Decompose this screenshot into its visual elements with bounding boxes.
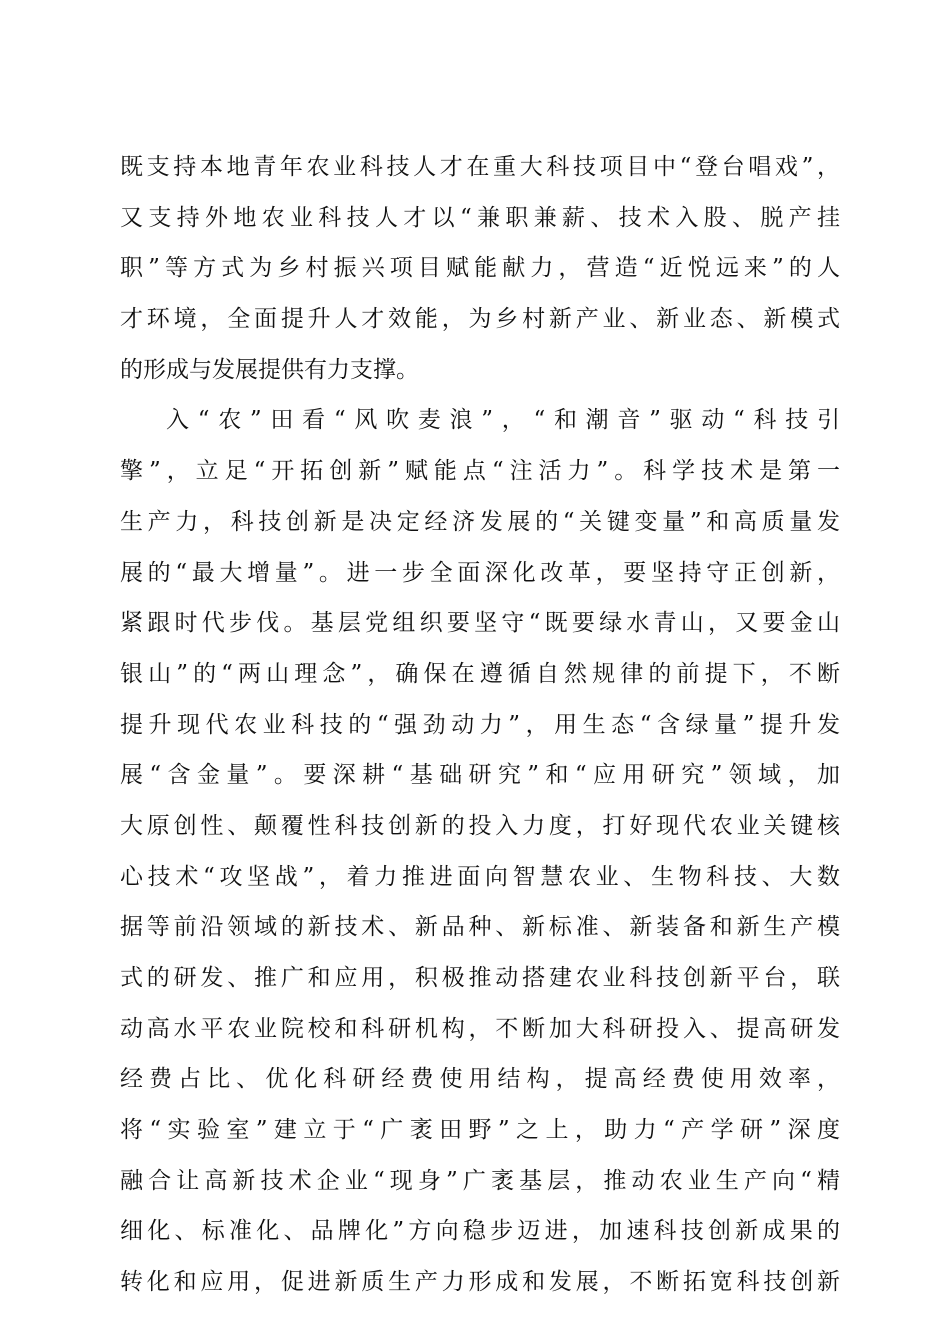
- paragraph-2-line-17: 细化、标准化、品牌化”方向稳步迈进，加速科技创新成果的: [120, 1218, 840, 1245]
- paragraph-1-line-4: 才环境，全面提升人才效能，为乡村新产业、新业态、新模式: [120, 306, 840, 333]
- paragraph-2-line-8: 展“含金量”。要深耕“基础研究”和“应用研究”领域，加: [120, 762, 840, 789]
- paragraph-2-line-14: 经费占比、优化科研经费使用结构，提高经费使用效率，: [120, 1066, 840, 1093]
- paragraph-2-line-13: 动高水平农业院校和科研机构，不断加大科研投入、提高研发: [120, 1015, 840, 1042]
- paragraph-2-line-12: 式的研发、推广和应用，积极推动搭建农业科技创新平台，联: [120, 965, 840, 991]
- paragraph-2-line-15: 将“实验室”建立于“广袤田野”之上，助力“产学研”深度: [120, 1117, 840, 1144]
- paragraph-1-line-2: 又支持外地农业科技人才以“兼职兼薪、技术入股、脱产挂: [120, 204, 840, 231]
- document-body: [120, 142, 840, 1308]
- paragraph-2-line-5: 紧跟时代步伐。基层党组织要坚守“既要绿水青山，又要金山: [120, 610, 840, 637]
- paragraph-2-line-1: 入“农”田看“风吹麦浪”，“和潮音”驱动“科技引: [166, 407, 840, 434]
- paragraph-2-line-4: 展的“最大增量”。进一步全面深化改革，要坚持守正创新，: [120, 559, 840, 586]
- paragraph-2-line-11: 据等前沿领域的新技术、新品种、新标准、新装备和新生产模: [120, 914, 840, 941]
- paragraph-2-line-16: 融合让高新技术企业“现身”广袤基层，推动农业生产向“精: [120, 1167, 840, 1194]
- paragraph-2-line-18: 转化和应用，促进新质生产力形成和发展，不断拓宽科技创新: [120, 1269, 840, 1296]
- paragraph-2-line-7: 提升现代农业科技的“强劲动力”，用生态“含绿量”提升发: [120, 711, 840, 738]
- paragraph-2-line-9: 大原创性、颠覆性科技创新的投入力度，打好现代农业关键核: [120, 812, 840, 839]
- paragraph-2-line-3: 生产力，科技创新是决定经济发展的“关键变量”和高质量发: [120, 508, 840, 535]
- paragraph-2-line-2: 擎”，立足“开拓创新”赋能点“注活力”。科学技术是第一: [120, 458, 840, 485]
- paragraph-1-line-1: 既支持本地青年农业科技人才在重大科技项目中“登台唱戏”，: [120, 154, 840, 180]
- paragraph-1-line-3: 职”等方式为乡村振兴项目赋能献力，营造“近悦远来”的人: [120, 255, 840, 282]
- paragraph-1-line-5: 的形成与发展提供有力支撑。: [120, 356, 419, 383]
- paragraph-2-line-6: 银山”的“两山理念”，确保在遵循自然规律的前提下，不断: [120, 660, 840, 687]
- paragraph-2-line-10: 心技术“攻坚战”，着力推进面向智慧农业、生物科技、大数: [120, 863, 840, 890]
